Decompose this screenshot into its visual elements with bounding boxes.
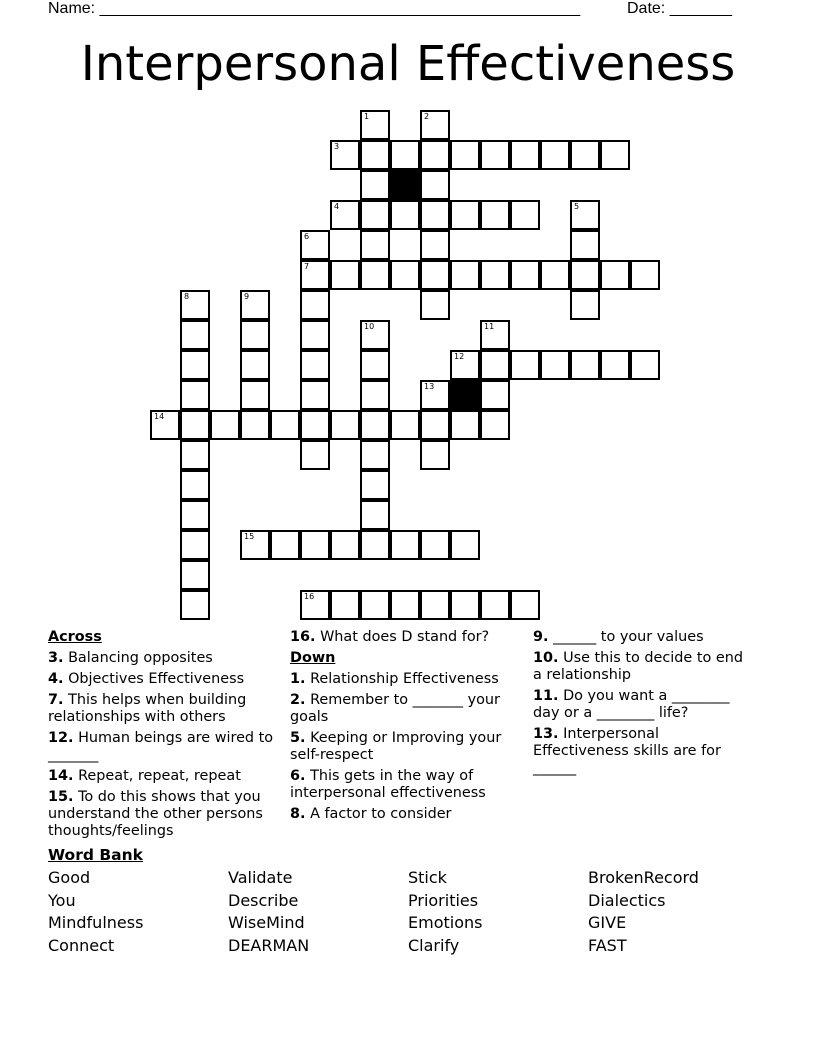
cell-number: 16 (304, 592, 315, 601)
crossword-cell[interactable] (240, 350, 270, 380)
clue-text: Repeat, repeat, repeat (78, 768, 241, 784)
word-bank-item: FAST (588, 936, 627, 955)
crossword-cell[interactable] (450, 410, 480, 440)
crossword-cell[interactable] (360, 140, 390, 170)
crossword-cell[interactable] (270, 410, 300, 440)
crossword-cell[interactable] (540, 140, 570, 170)
clue-number: 11. (533, 688, 559, 704)
clue-text: Do you want a ________ day or a ________ life? (533, 688, 730, 721)
clue-text: Remember to _______ your goals (290, 692, 500, 725)
clue-text: ______ to your values (553, 629, 704, 645)
clue-text: Keeping or Improving your self-respect (290, 730, 502, 763)
crossword-cell[interactable] (360, 170, 390, 200)
clue-number: 12. (48, 730, 74, 746)
clue-number: 7. (48, 692, 64, 708)
word-bank-item: Clarify (408, 936, 460, 955)
crossword-cell[interactable] (570, 230, 600, 260)
date-field-label: Date: _______ (627, 0, 732, 17)
clue-text: Relationship Effectiveness (310, 671, 499, 687)
crossword-cell[interactable] (480, 410, 510, 440)
crossword-cell[interactable] (630, 350, 660, 380)
crossword-cell[interactable] (180, 350, 210, 380)
clue-text: Interpersonal Effectiveness skills are for ______ (533, 726, 721, 776)
crossword-cell[interactable] (360, 320, 390, 350)
clue-down-1 (290, 671, 518, 688)
cell-number: 15 (244, 532, 255, 541)
clue-column-1 (48, 629, 276, 844)
crossword-cell[interactable] (300, 410, 330, 440)
crossword-cell[interactable] (300, 530, 330, 560)
clue-across-12 (48, 730, 276, 764)
crossword-cell[interactable] (420, 590, 450, 620)
crossword-cell[interactable] (210, 410, 240, 440)
crossword-cell[interactable] (180, 290, 210, 320)
word-bank-item: Emotions (408, 913, 483, 932)
crossword-cell[interactable] (420, 410, 450, 440)
crossword-cell[interactable] (240, 290, 270, 320)
crossword-cell[interactable] (480, 260, 510, 290)
clue-text: Objectives Effectiveness (68, 671, 245, 687)
clue-across-3 (48, 650, 276, 667)
crossword-cell[interactable] (600, 350, 630, 380)
crossword-cell[interactable] (180, 500, 210, 530)
crossword-cell[interactable] (510, 140, 540, 170)
word-bank-item: DEARMAN (228, 936, 310, 955)
down-heading: Down (290, 650, 336, 666)
cell-number: 1 (364, 112, 370, 121)
crossword-cell[interactable] (450, 140, 480, 170)
crossword-cell[interactable] (180, 530, 210, 560)
clue-text: Use this to decide to end a relationship (533, 650, 743, 683)
cell-number: 6 (304, 232, 310, 241)
crossword-cell[interactable] (180, 440, 210, 470)
clue-down-5 (290, 730, 518, 764)
clue-text: This gets in the way of interpersonal effectiveness (290, 768, 486, 801)
crossword-cell[interactable] (480, 350, 510, 380)
crossword-cell[interactable] (300, 590, 330, 620)
word-bank-item: GIVE (588, 913, 627, 932)
name-field-label: Name: ______________________________________________________ (48, 0, 581, 17)
clue-number: 2. (290, 692, 306, 708)
clue-across-16 (290, 629, 518, 646)
crossword-cell[interactable] (360, 440, 390, 470)
clue-number: 10. (533, 650, 559, 666)
clue-number: 1. (290, 671, 306, 687)
crossword-cell[interactable] (180, 560, 210, 590)
crossword-cell[interactable] (360, 470, 390, 500)
crossword-cell[interactable] (450, 350, 480, 380)
crossword-cell[interactable] (540, 350, 570, 380)
crossword-cell[interactable] (360, 500, 390, 530)
crossword-cell[interactable] (330, 260, 360, 290)
crossword-cell[interactable] (420, 230, 450, 260)
crossword-cell[interactable] (360, 380, 390, 410)
clue-column-2 (290, 629, 518, 827)
clue-text: Human beings are wired to _______ (48, 730, 274, 763)
crossword-cell[interactable] (300, 380, 330, 410)
clue-text: This helps when building relationships with others (48, 692, 247, 725)
crossword-cell[interactable] (300, 350, 330, 380)
crossword-cell[interactable] (390, 530, 420, 560)
cell-number: 9 (244, 292, 250, 301)
crossword-cell[interactable] (180, 590, 210, 620)
crossword-cell[interactable] (420, 170, 450, 200)
crossword-cell[interactable] (420, 530, 450, 560)
crossword-cell[interactable] (240, 380, 270, 410)
crossword-cell[interactable] (330, 140, 360, 170)
crossword-black-cell (450, 380, 480, 410)
word-bank-item: Describe (228, 891, 299, 910)
clue-down-2 (290, 692, 518, 726)
clue-number: 4. (48, 671, 64, 687)
word-bank-item: WiseMind (228, 913, 305, 932)
clue-column-3 (533, 629, 755, 781)
crossword-cell[interactable] (420, 380, 450, 410)
crossword-cell[interactable] (420, 260, 450, 290)
clue-number: 8. (290, 806, 306, 822)
crossword-cell[interactable] (510, 350, 540, 380)
crossword-cell[interactable] (390, 260, 420, 290)
crossword-cell[interactable] (360, 230, 390, 260)
crossword-cell[interactable] (450, 590, 480, 620)
crossword-cell[interactable] (330, 590, 360, 620)
crossword-cell[interactable] (180, 470, 210, 500)
word-bank-item: Dialectics (588, 891, 666, 910)
clue-text: Balancing opposites (68, 650, 213, 666)
crossword-cell[interactable] (480, 590, 510, 620)
clue-down-8 (290, 806, 518, 823)
across-heading: Across (48, 629, 102, 645)
crossword-cell[interactable] (330, 530, 360, 560)
cell-number: 8 (184, 292, 190, 301)
cell-number: 2 (424, 112, 430, 121)
crossword-cell[interactable] (420, 110, 450, 140)
crossword-cell[interactable] (390, 200, 420, 230)
crossword-cell[interactable] (330, 200, 360, 230)
crossword-cell[interactable] (300, 290, 330, 320)
crossword-cell[interactable] (360, 110, 390, 140)
clue-text: To do this shows that you understand the other persons thoughts/feelings (48, 789, 263, 839)
crossword-cell[interactable] (420, 140, 450, 170)
word-bank-item: Priorities (408, 891, 479, 910)
crossword-cell[interactable] (570, 260, 600, 290)
word-bank-item: Connect (48, 936, 115, 955)
crossword-cell[interactable] (510, 260, 540, 290)
cell-number: 14 (154, 412, 165, 421)
word-bank-item: BrokenRecord (588, 868, 699, 887)
crossword-cell[interactable] (330, 410, 360, 440)
crossword-cell[interactable] (360, 350, 390, 380)
crossword-cell[interactable] (360, 260, 390, 290)
word-bank-title: Word Bank (48, 846, 143, 864)
word-bank-item: Stick (408, 868, 447, 887)
crossword-cell[interactable] (240, 410, 270, 440)
clue-down-9 (533, 629, 755, 646)
crossword-cell[interactable] (300, 440, 330, 470)
crossword-cell[interactable] (450, 530, 480, 560)
crossword-cell[interactable] (420, 200, 450, 230)
clue-number: 15. (48, 789, 74, 805)
crossword-cell[interactable] (480, 140, 510, 170)
crossword-cell[interactable] (360, 530, 390, 560)
clue-number: 9. (533, 629, 549, 645)
clue-across-15 (48, 789, 276, 840)
crossword-cell[interactable] (510, 200, 540, 230)
clue-text: A factor to consider (310, 806, 452, 822)
crossword-cell[interactable] (360, 410, 390, 440)
clue-number: 6. (290, 768, 306, 784)
crossword-cell[interactable] (600, 140, 630, 170)
crossword-cell[interactable] (360, 590, 390, 620)
cell-number: 3 (334, 142, 340, 151)
word-bank-item: Mindfulness (48, 913, 144, 932)
cell-number: 4 (334, 202, 340, 211)
crossword-cell[interactable] (630, 260, 660, 290)
crossword-cell[interactable] (180, 380, 210, 410)
clue-number: 5. (290, 730, 306, 746)
crossword-cell[interactable] (180, 320, 210, 350)
crossword-cell[interactable] (240, 530, 270, 560)
crossword-cell[interactable] (510, 590, 540, 620)
crossword-cell[interactable] (420, 440, 450, 470)
crossword-cell[interactable] (480, 320, 510, 350)
crossword-cell[interactable] (570, 350, 600, 380)
crossword-cell[interactable] (180, 410, 210, 440)
clue-across-4 (48, 671, 276, 688)
cell-number: 11 (484, 322, 495, 331)
crossword-cell[interactable] (390, 590, 420, 620)
crossword-cell[interactable] (600, 260, 630, 290)
crossword-cell[interactable] (360, 200, 390, 230)
crossword-cell[interactable] (390, 140, 420, 170)
crossword-cell[interactable] (480, 380, 510, 410)
clue-across-14 (48, 768, 276, 785)
clue-down-13 (533, 726, 755, 777)
crossword-cell[interactable] (390, 410, 420, 440)
crossword-black-cell (390, 170, 420, 200)
crossword-cell[interactable] (540, 260, 570, 290)
crossword-cell[interactable] (450, 260, 480, 290)
crossword-cell[interactable] (420, 290, 450, 320)
clue-number: 14. (48, 768, 74, 784)
crossword-cell[interactable] (570, 140, 600, 170)
crossword-cell[interactable] (240, 320, 270, 350)
word-bank-item: You (48, 891, 76, 910)
crossword-cell[interactable] (300, 320, 330, 350)
cell-number: 13 (424, 382, 435, 391)
crossword-cell[interactable] (450, 200, 480, 230)
word-bank-item: Good (48, 868, 91, 887)
clue-number: 16. (290, 629, 316, 645)
crossword-cell[interactable] (270, 530, 300, 560)
crossword-cell[interactable] (570, 200, 600, 230)
clue-number: 13. (533, 726, 559, 742)
word-bank-item: Validate (228, 868, 293, 887)
crossword-cell[interactable] (300, 260, 330, 290)
clue-down-10 (533, 650, 755, 684)
cell-number: 10 (364, 322, 375, 331)
crossword-cell[interactable] (570, 290, 600, 320)
page-title: Interpersonal Effectiveness (80, 36, 736, 92)
crossword-cell[interactable] (150, 410, 180, 440)
clue-number: 3. (48, 650, 64, 666)
cell-number: 5 (574, 202, 580, 211)
crossword-cell[interactable] (480, 200, 510, 230)
clue-across-7 (48, 692, 276, 726)
crossword-cell[interactable] (300, 230, 330, 260)
clue-down-6 (290, 768, 518, 802)
cell-number: 12 (454, 352, 465, 361)
clue-text: What does D stand for? (320, 629, 490, 645)
clue-down-11 (533, 688, 755, 722)
cell-number: 7 (304, 262, 310, 271)
